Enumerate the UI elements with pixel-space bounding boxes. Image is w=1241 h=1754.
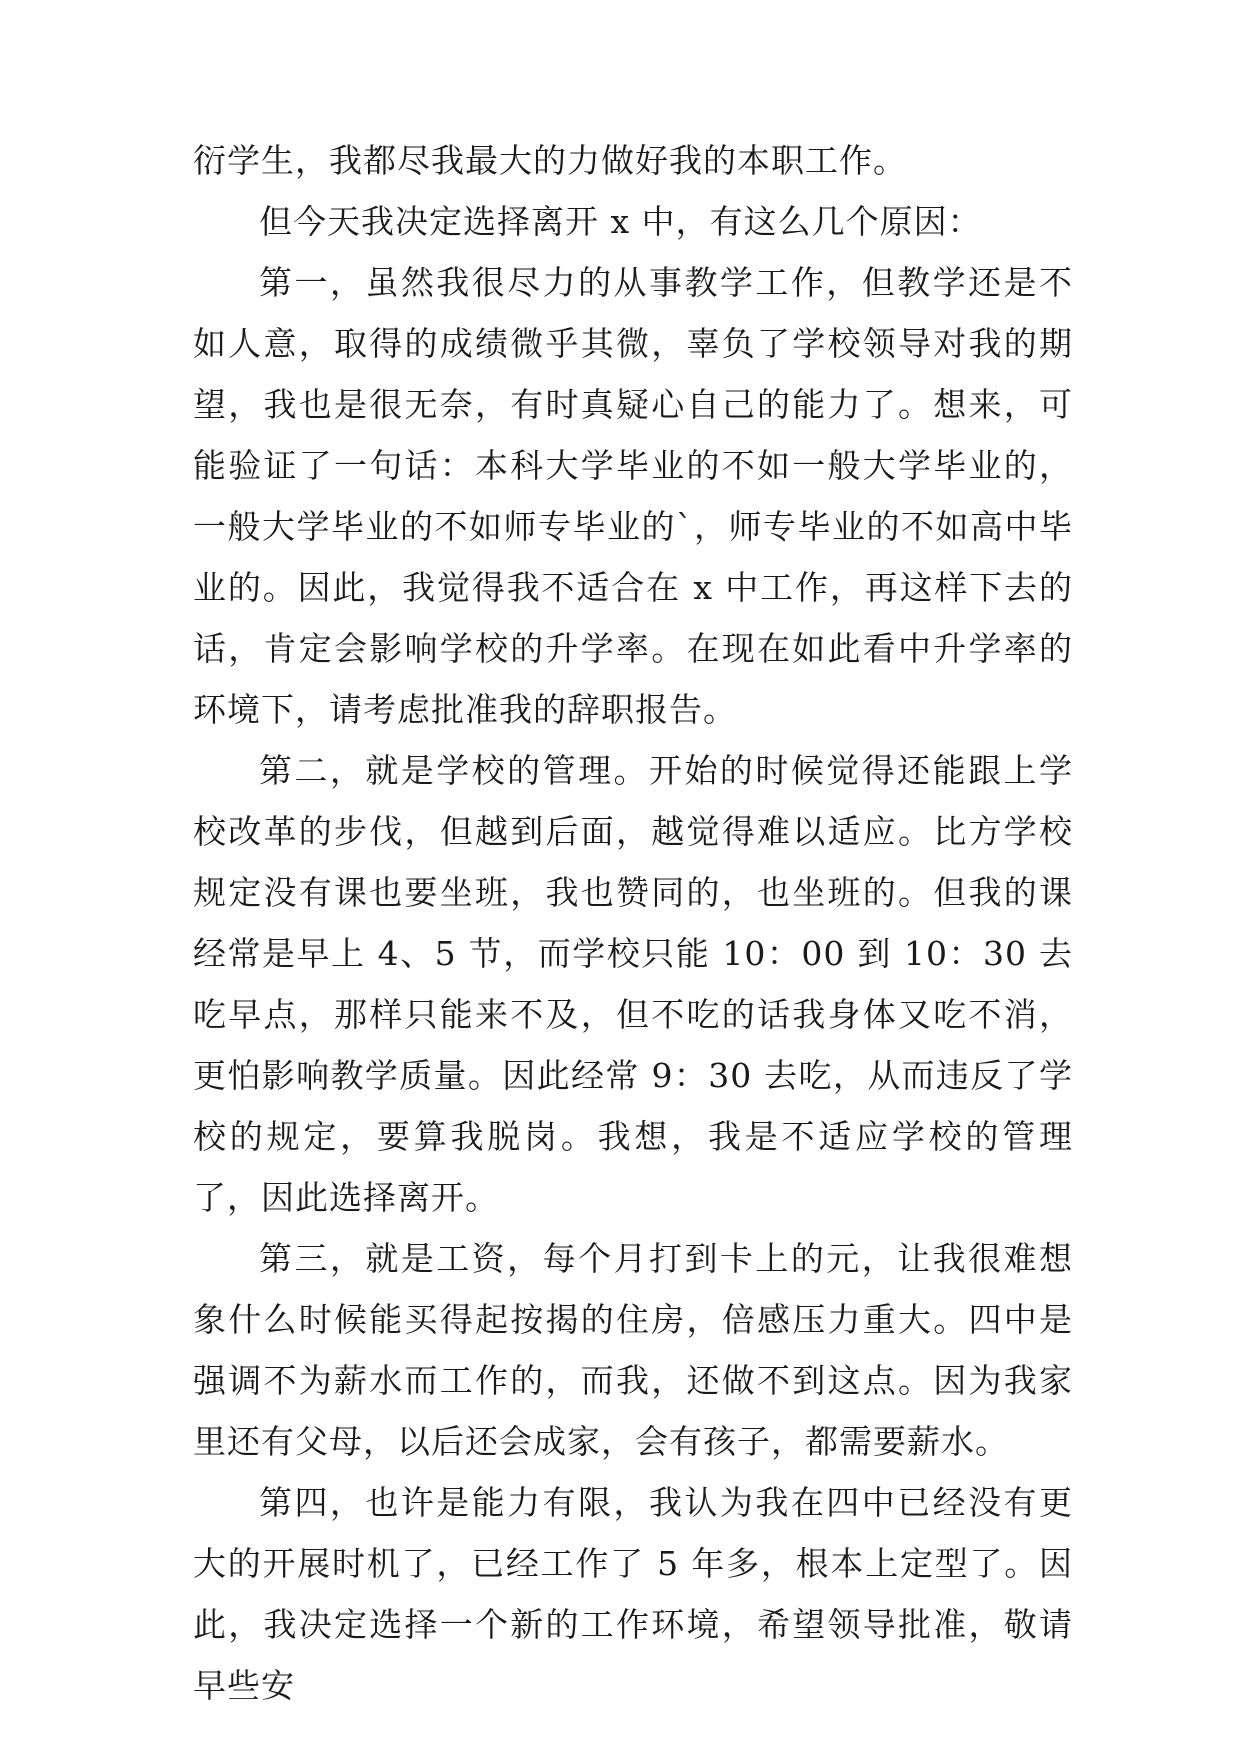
paragraph-reason-three: 第三，就是工资，每个月打到卡上的元，让我很难想象什么时候能买得起按揭的住房，倍感压力重大。四中是强调不为薪水而工作的，而我，还做不到这点。因为我家里还有父母，以后还会成家，会有孩子，都需要薪水。 [193, 1239, 1073, 1461]
paragraph-reasons-intro: 但今天我决定选择离开 x 中，有这么几个原因： [259, 202, 982, 241]
document-body [193, 130, 1073, 1716]
paragraph-reason-one: 第一，虽然我很尽力的从事教学工作，但教学还是不如人意，取得的成绩微乎其微，辜负了学校领导对我的期望，我也是很无奈，有时真疑心自己的能力了。想来，可能验证了一句话：本科大学毕业的不如一般大学毕业的，一般大学毕业的不如师专毕业的`，师专毕业的不如高中毕业的。因此，我觉得我不适合在 x 中工作，再这样下去的话，肯定会影响学校的升学率。在现在如此看中升学率的环境下，请考虑批准我的辞职报告。 [193, 263, 1073, 729]
paragraph-reason-four: 第四，也许是能力有限，我认为我在四中已经没有更大的开展时机了，已经工作了 5 年多，根本上定型了。因此，我决定选择一个新的工作环境，希望领导批准，敬请早些安 [193, 1483, 1073, 1705]
paragraph-reason-two: 第二，就是学校的管理。开始的时候觉得还能跟上学校改革的步伐，但越到后面，越觉得难以适应。比方学校规定没有课也要坐班，我也赞同的，也坐班的。但我的课经常是早上 4、5 节，而学校只能 10：00 到 10：30 去吃早点，那样只能来不及，但不吃的话我身体又吃不消，更怕影响教学质量。因此经常 9：30 去吃，从而违反了学校的规定，要算我脱岗。我想，我是不适应学校的管理了，因此选择离开。 [193, 751, 1073, 1217]
paragraph-continuation: 衍学生，我都尽我最大的力做好我的本职工作。 [193, 141, 907, 180]
